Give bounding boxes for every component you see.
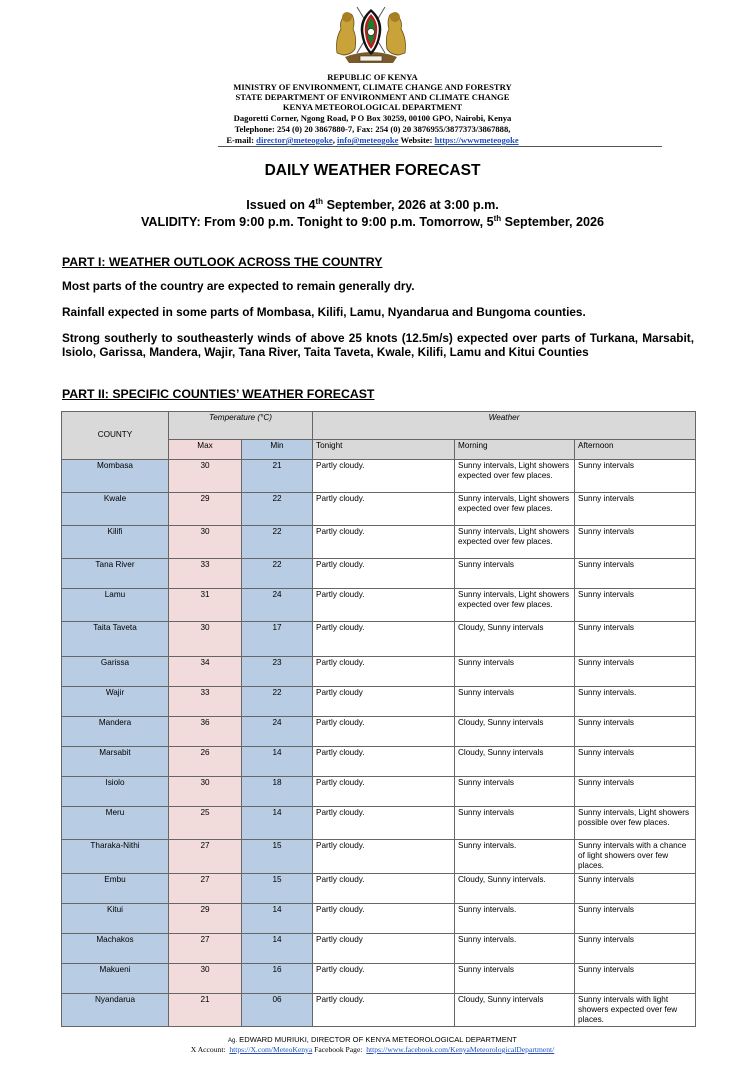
tonight-cell: Partly cloudy. [313, 747, 455, 777]
county-cell: Meru [62, 807, 169, 840]
weather-header: Weather [313, 412, 696, 440]
table-row [62, 622, 696, 657]
x-account-link[interactable]: https://X.com/MeteoKenya [229, 1045, 313, 1054]
min-temp-cell: 15 [242, 840, 313, 874]
max-temp-cell: 30 [169, 963, 242, 993]
afternoon-cell: Sunny intervals with a chance of light showers over few places. [575, 840, 696, 874]
afternoon-cell: Sunny intervals [575, 589, 696, 622]
table-row [62, 777, 696, 807]
tonight-cell: Partly cloudy [313, 933, 455, 963]
county-cell: Taita Taveta [62, 622, 169, 657]
facebook-link[interactable]: https://www.facebook.com/KenyaMeteorologicalDepartment/ [366, 1045, 555, 1054]
max-temp-cell: 36 [169, 717, 242, 747]
tonight-header: Tonight [313, 440, 455, 460]
max-temp-cell: 30 [169, 622, 242, 657]
table-row [62, 460, 696, 493]
tonight-cell: Partly cloudy. [313, 589, 455, 622]
signatory-name: EDWARD MURIUKI, DIRECTOR OF KENYA METEOROLOGICAL DEPARTMENT [237, 1035, 517, 1044]
min-temp-cell: 14 [242, 807, 313, 840]
min-temp-cell: 14 [242, 747, 313, 777]
min-temp-cell: 23 [242, 657, 313, 687]
afternoon-header: Afternoon [575, 440, 696, 460]
issued-line [0, 197, 745, 212]
tonight-cell: Partly cloudy. [313, 657, 455, 687]
min-temp-cell: 21 [242, 460, 313, 493]
max-temp-cell: 33 [169, 559, 242, 589]
county-cell: Tharaka-Nithi [62, 840, 169, 874]
afternoon-cell: Sunny intervals [575, 933, 696, 963]
min-temp-cell: 22 [242, 687, 313, 717]
afternoon-cell: Sunny intervals [575, 717, 696, 747]
afternoon-cell: Sunny intervals [575, 526, 696, 559]
min-header: Min [242, 440, 313, 460]
tonight-cell: Partly cloudy. [313, 873, 455, 903]
min-temp-cell: 14 [242, 903, 313, 933]
morning-cell: Sunny intervals, Light showers expected over few places. [455, 493, 575, 526]
max-temp-cell: 30 [169, 526, 242, 559]
max-temp-cell: 29 [169, 903, 242, 933]
county-cell: Makueni [62, 963, 169, 993]
issued-sup: th [315, 197, 324, 206]
max-temp-cell: 30 [169, 777, 242, 807]
header-contacts [0, 135, 745, 145]
table-row [62, 526, 696, 559]
morning-cell: Sunny intervals, Light showers expected over few places. [455, 460, 575, 493]
email-label: E-mail: [226, 135, 255, 145]
tonight-cell: Partly cloudy. [313, 493, 455, 526]
county-cell: Garissa [62, 657, 169, 687]
afternoon-cell: Sunny intervals [575, 963, 696, 993]
max-header: Max [169, 440, 242, 460]
max-temp-cell: 27 [169, 840, 242, 874]
header-telephone: Telephone: 254 (0) 20 3867880-7, Fax: 254 (0) 20 3876955/3877373/3867888, [234, 124, 511, 134]
tonight-cell: Partly cloudy. [313, 963, 455, 993]
afternoon-cell: Sunny intervals [575, 559, 696, 589]
max-temp-cell: 29 [169, 493, 242, 526]
county-cell: Mombasa [62, 460, 169, 493]
morning-cell: Sunny intervals [455, 687, 575, 717]
min-temp-cell: 16 [242, 963, 313, 993]
validity-suffix: September, 2026 [501, 215, 605, 230]
morning-cell: Sunny intervals [455, 777, 575, 807]
header-republic: REPUBLIC OF KENYA [327, 72, 418, 82]
min-temp-cell: 22 [242, 559, 313, 589]
tonight-cell: Partly cloudy. [313, 526, 455, 559]
footer-social [0, 1045, 745, 1054]
max-temp-cell: 30 [169, 460, 242, 493]
forecast-table [61, 411, 696, 1027]
morning-cell: Sunny intervals, Light showers expected over few places. [455, 526, 575, 559]
max-temp-cell: 31 [169, 589, 242, 622]
afternoon-cell: Sunny intervals [575, 777, 696, 807]
page-title: DAILY WEATHER FORECAST [264, 162, 481, 179]
issued-prefix: Issued on 4 [246, 198, 316, 213]
tonight-cell: Partly cloudy. [313, 559, 455, 589]
afternoon-cell: Sunny intervals [575, 657, 696, 687]
morning-cell: Sunny intervals. [455, 840, 575, 874]
website-label: Website: [398, 135, 433, 145]
min-temp-cell: 18 [242, 777, 313, 807]
county-cell: Tana River [62, 559, 169, 589]
facebook-label: Facebook Page: [312, 1045, 363, 1054]
max-temp-cell: 34 [169, 657, 242, 687]
morning-header: Morning [455, 440, 575, 460]
afternoon-cell: Sunny intervals [575, 747, 696, 777]
min-temp-cell: 22 [242, 526, 313, 559]
part2-heading: PART II: SPECIFIC COUNTIES’ WEATHER FORECAST [62, 387, 375, 401]
part1-paragraph-2: Rainfall expected in some parts of Mombasa, Kilifi, Lamu, Nyandarua and Bungoma counties. [62, 305, 586, 319]
county-cell: Mandera [62, 717, 169, 747]
min-temp-cell: 06 [242, 993, 313, 1027]
morning-cell: Cloudy, Sunny intervals [455, 622, 575, 657]
afternoon-cell: Sunny intervals [575, 622, 696, 657]
header-divider [218, 146, 662, 147]
header-address: Dagoretti Corner, Ngong Road, P O Box 30259, 00100 GPO, Nairobi, Kenya [233, 113, 512, 123]
signatory-prefix: Ag. [228, 1038, 238, 1044]
max-temp-cell: 27 [169, 933, 242, 963]
county-cell: Isiolo [62, 777, 169, 807]
validity-line [0, 214, 745, 229]
min-temp-cell: 14 [242, 933, 313, 963]
header-ministry: MINISTRY OF ENVIRONMENT, CLIMATE CHANGE AND FORESTRY [233, 82, 512, 92]
county-cell: Marsabit [62, 747, 169, 777]
county-cell: Embu [62, 873, 169, 903]
min-temp-cell: 15 [242, 873, 313, 903]
table-row [62, 963, 696, 993]
max-temp-cell: 26 [169, 747, 242, 777]
min-temp-cell: 24 [242, 717, 313, 747]
morning-cell: Cloudy, Sunny intervals. [455, 873, 575, 903]
afternoon-cell: Sunny intervals [575, 493, 696, 526]
min-temp-cell: 17 [242, 622, 313, 657]
county-cell: Nyandarua [62, 993, 169, 1027]
morning-cell: Sunny intervals [455, 807, 575, 840]
table-row [62, 840, 696, 874]
max-temp-cell: 27 [169, 873, 242, 903]
max-temp-cell: 25 [169, 807, 242, 840]
email-info-link[interactable]: info@meteogoke [337, 135, 399, 145]
tonight-cell: Partly cloudy. [313, 993, 455, 1027]
afternoon-cell: Sunny intervals. [575, 687, 696, 717]
morning-cell: Sunny intervals. [455, 933, 575, 963]
afternoon-cell: Sunny intervals [575, 903, 696, 933]
table-row [62, 493, 696, 526]
kenya-coat-of-arms-logo [331, 3, 411, 65]
afternoon-cell: Sunny intervals [575, 873, 696, 903]
tonight-cell: Partly cloudy. [313, 717, 455, 747]
county-cell: Kitui [62, 903, 169, 933]
header-state-department: STATE DEPARTMENT OF ENVIRONMENT AND CLIMATE CHANGE [235, 92, 510, 102]
tonight-cell: Partly cloudy. [313, 460, 455, 493]
morning-cell: Cloudy, Sunny intervals [455, 747, 575, 777]
morning-cell: Sunny intervals, Light showers expected over few places. [455, 589, 575, 622]
table-row [62, 933, 696, 963]
morning-cell: Cloudy, Sunny intervals [455, 993, 575, 1027]
morning-cell: Sunny intervals [455, 657, 575, 687]
tonight-cell: Partly cloudy. [313, 807, 455, 840]
county-cell: Wajir [62, 687, 169, 717]
validity-sup: th [493, 214, 502, 223]
header-department: KENYA METEOROLOGICAL DEPARTMENT [282, 102, 463, 112]
tonight-cell: Partly cloudy. [313, 903, 455, 933]
x-account-label: X Account: [190, 1045, 226, 1054]
part1-paragraph-3: Strong southerly to southeasterly winds of above 25 knots (12.5m/s) expected over parts of Turkana, Marsabit, Isiolo, Garissa, Mandera, Wajir, Tana River, Taita Taveta, Kwale, Kilifi, Lamu and Kitui Counties [62, 331, 694, 360]
table-row [62, 589, 696, 622]
email-separator: , [332, 135, 335, 145]
min-temp-cell: 24 [242, 589, 313, 622]
table-row [62, 559, 696, 589]
table-row [62, 807, 696, 840]
email-director-link[interactable]: director@meteogoke [256, 135, 333, 145]
footer-signatory [0, 1035, 745, 1044]
table-row [62, 993, 696, 1027]
part1-heading: PART I: WEATHER OUTLOOK ACROSS THE COUNTRY [62, 255, 383, 269]
county-header: COUNTY [62, 412, 169, 460]
county-cell: Kwale [62, 493, 169, 526]
temperature-header: Temperature (°C) [169, 412, 313, 440]
table-row [62, 717, 696, 747]
county-cell: Machakos [62, 933, 169, 963]
tonight-cell: Partly cloudy. [313, 622, 455, 657]
website-link[interactable]: https://wwwmeteogoke [434, 135, 519, 145]
min-temp-cell: 22 [242, 493, 313, 526]
afternoon-cell: Sunny intervals, Light showers possible over few places. [575, 807, 696, 840]
max-temp-cell: 33 [169, 687, 242, 717]
table-row [62, 903, 696, 933]
county-cell: Kilifi [62, 526, 169, 559]
county-cell: Lamu [62, 589, 169, 622]
max-temp-cell: 21 [169, 993, 242, 1027]
validity-prefix: VALIDITY: From 9:00 p.m. Tonight to 9:00 p.m. Tomorrow, 5 [140, 215, 494, 230]
afternoon-cell: Sunny intervals [575, 460, 696, 493]
morning-cell: Sunny intervals [455, 963, 575, 993]
tonight-cell: Partly cloudy [313, 687, 455, 717]
afternoon-cell: Sunny intervals with light showers expected over few places. [575, 993, 696, 1027]
part1-paragraph-1: Most parts of the country are expected to remain generally dry. [62, 279, 415, 293]
morning-cell: Sunny intervals [455, 559, 575, 589]
morning-cell: Cloudy, Sunny intervals [455, 717, 575, 747]
issued-suffix: September, 2026 at 3:00 p.m. [323, 198, 499, 213]
morning-cell: Sunny intervals. [455, 903, 575, 933]
tonight-cell: Partly cloudy. [313, 840, 455, 874]
table-row [62, 873, 696, 903]
table-row [62, 747, 696, 777]
table-row [62, 657, 696, 687]
tonight-cell: Partly cloudy. [313, 777, 455, 807]
table-row [62, 687, 696, 717]
